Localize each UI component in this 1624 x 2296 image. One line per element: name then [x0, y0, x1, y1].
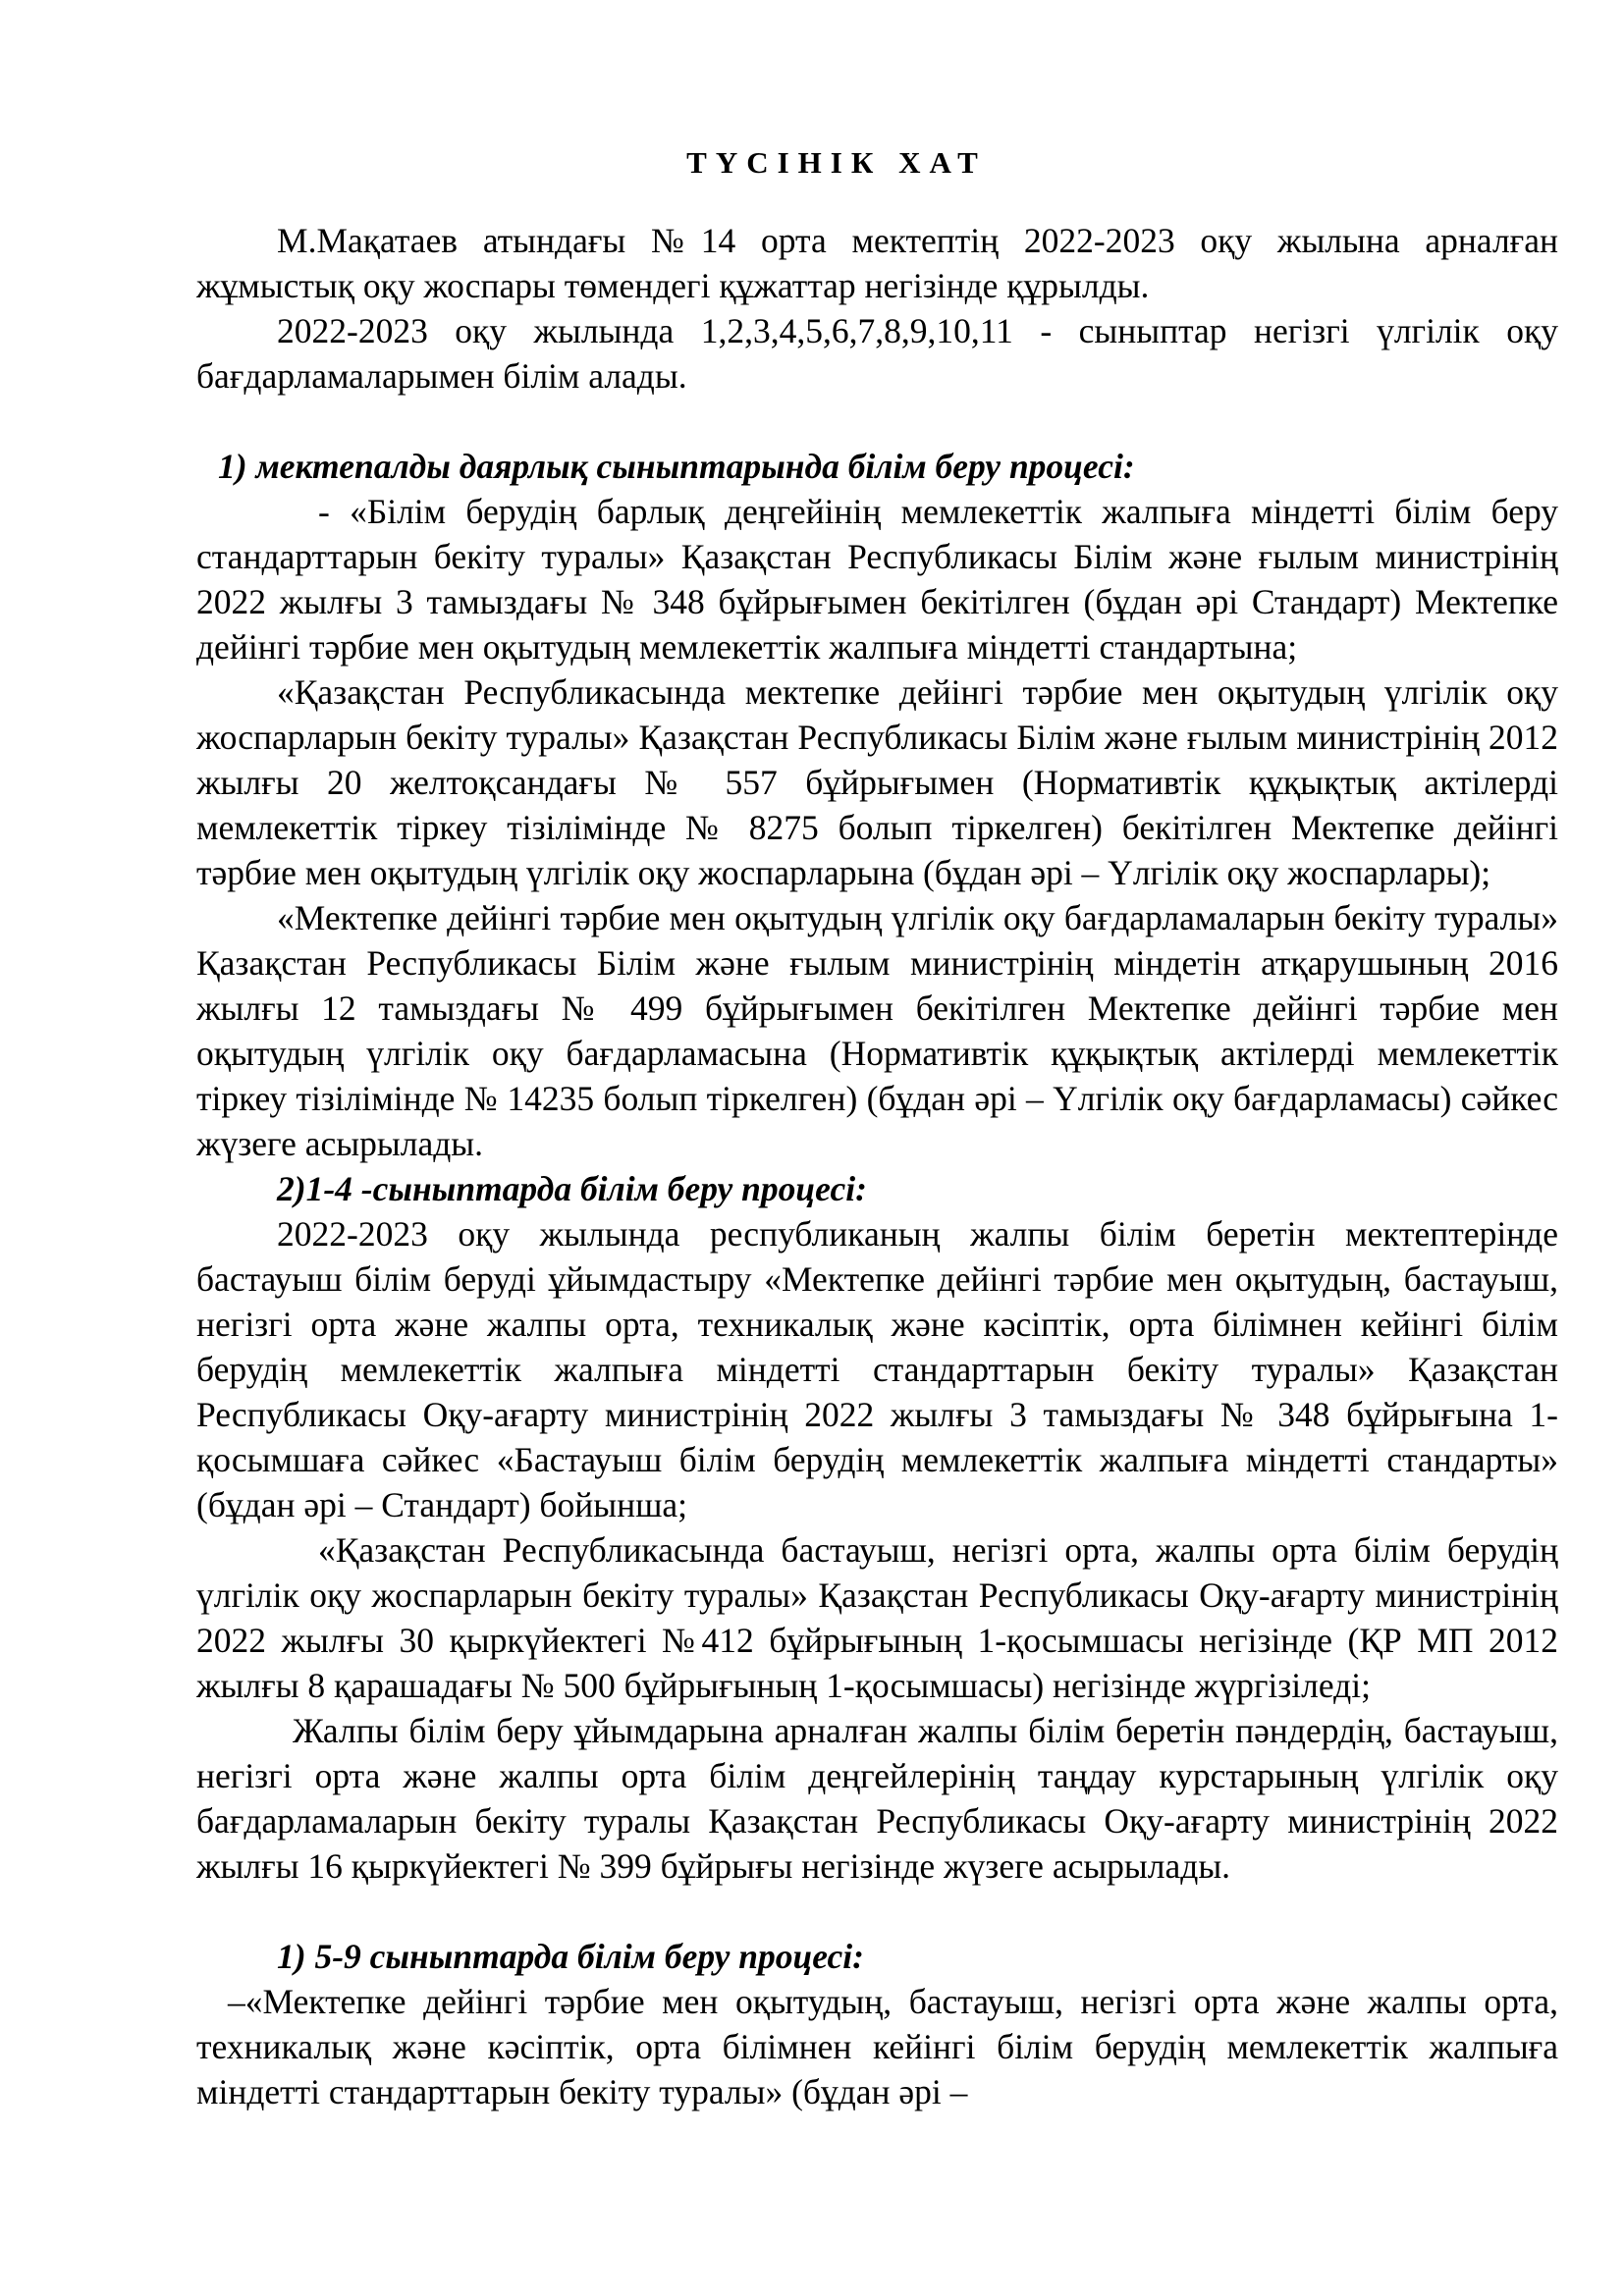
paragraph-model-plans: «Қазақстан Республикасында мектепке дейінгі тәрбие мен оқытудың үлгілік оқу жоспарларын бекіту туралы» Қазақстан Республикасы Білім және ғылым министрінің 2012 жылғы 20 желтоқсандағы № 557 бұйрығымен (Нормативтік құқықтық актілерді мемлекеттік тіркеу тізілімінде № 8275 болып тіркелген) бекітілген Мектепке дейінгі тәрбие мен оқытудың үлгілік оқу жоспарларына (бұдан әрі – Үлгілік оқу жоспарлары); [196, 672, 1558, 892]
section-heading-grades-5-9: 1) 5-9 сыныптарда білім беру процесі: [277, 1937, 864, 1976]
paragraph-model-programs: «Мектепке дейінгі тәрбие мен оқытудың үлгілік оқу бағдарламаларын бекіту туралы» Қазақстан Республикасы Білім және ғылым министрінің міндетін атқарушының 2016 жылғы 12 тамыздағы № 499 бұйрығымен бекітілген Мектепке дейінгі тәрбие мен оқытудың үлгілік оқу бағдарламасына (Нормативтік құқықтық актілерді мемлекеттік тіркеу тізілімінде № 14235 болып тіркелген) (бұдан әрі – Үлгілік оқу бағдарламасы) сәйкес жүзеге асырылады. [196, 898, 1558, 1163]
paragraph-intro: М.Мақатаев атындағы №14 орта мектептің 2022-2023 оқу жылына арналған жұмыстық оқу жоспары төмендегі құжаттар негізінде құрылды. [196, 221, 1558, 305]
paragraph-standard: - «Білім берудің барлық деңгейінің мемлекеттік жалпыға міндетті білім беру стандарттарын бекіту туралы» Қазақстан Республикасы Білім және ғылым министрінің 2022 жылғы 3 тамыздағы № 348 бұйрығымен бекітілген (бұдан әрі Стандарт) Мектепке дейінгі тәрбие мен оқытудың мемлекеттік жалпыға міндетті стандартына; [196, 492, 1558, 667]
section-heading-grades-1-4: 2)1-4 -сыныптарда білім беру процесі: [277, 1169, 867, 1208]
paragraph-primary-standard: 2022-2023 оқу жылында республиканың жалпы білім беретін мектептерінде бастауыш білім беруді ұйымдастыру «Мектепке дейінгі тәрбие мен оқытудың, бастауыш, негізгі орта және жалпы орта, техникалық және кәсіптік, орта білімнен кейінгі білім берудің мемлекеттік жалпыға міндетті стандарттарын бекіту туралы» Қазақстан Республикасы Оқу-ағарту министрінің 2022 жылғы 3 тамыздағы № 348 бұйрығына 1-қосымшаға сәйкес «Бастауыш білім берудің мемлекеттік жалпыға міндетті стандарты» (бұдан әрі – Стандарт) бойынша; [196, 1214, 1558, 1524]
paragraph-secondary-standard: –«Мектепке дейінгі тәрбие мен оқытудың, бастауыш, негізгі орта және жалпы орта, техникалық және кәсіптік, орта білімнен кейінгі білім берудің мемлекеттік жалпыға міндетті стандарттарын бекіту туралы» (бұдан әрі – [196, 1982, 1558, 2111]
document-title: ТҮСІНІК ХАТ [686, 145, 987, 180]
paragraph-primary-plans: «Қазақстан Республикасында бастауыш, негізгі орта, жалпы орта білім берудің үлгілік оқу жоспарларын бекіту туралы» Қазақстан Республикасы Оқу-ағарту министрінің 2022 жылғы 30 қыркүйектегі №412 бұйрығының 1-қосымшасы негізінде (ҚР МП 2012 жылғы 8 қарашадағы № 500 бұйрығының 1-қосымшасы) негізінде жүргізіледі; [196, 1530, 1558, 1705]
paragraph-elective-programs: Жалпы білім беру ұйымдарына арналған жалпы білім беретін пәндердің, бастауыш, негізгі орта және жалпы орта білім деңгейлерінің таңдау курстарының үлгілік оқу бағдарламаларын бекіту туралы Қазақстан Республикасы Оқу-ағарту министрінің 2022 жылғы 16 қыркүйектегі № 399 бұйрығы негізінде жүзеге асырылады. [196, 1711, 1558, 1886]
section-heading-preschool: 1) мектепалды даярлық сыныптарында білім беру процесі: [218, 447, 1135, 486]
paragraph-classes: 2022-2023 оқу жылында 1,2,3,4,5,6,7,8,9,10,11 - сыныптар негізгі үлгілік оқу бағдарламаларымен білім алады. [196, 311, 1558, 396]
document-body [196, 218, 1558, 2114]
